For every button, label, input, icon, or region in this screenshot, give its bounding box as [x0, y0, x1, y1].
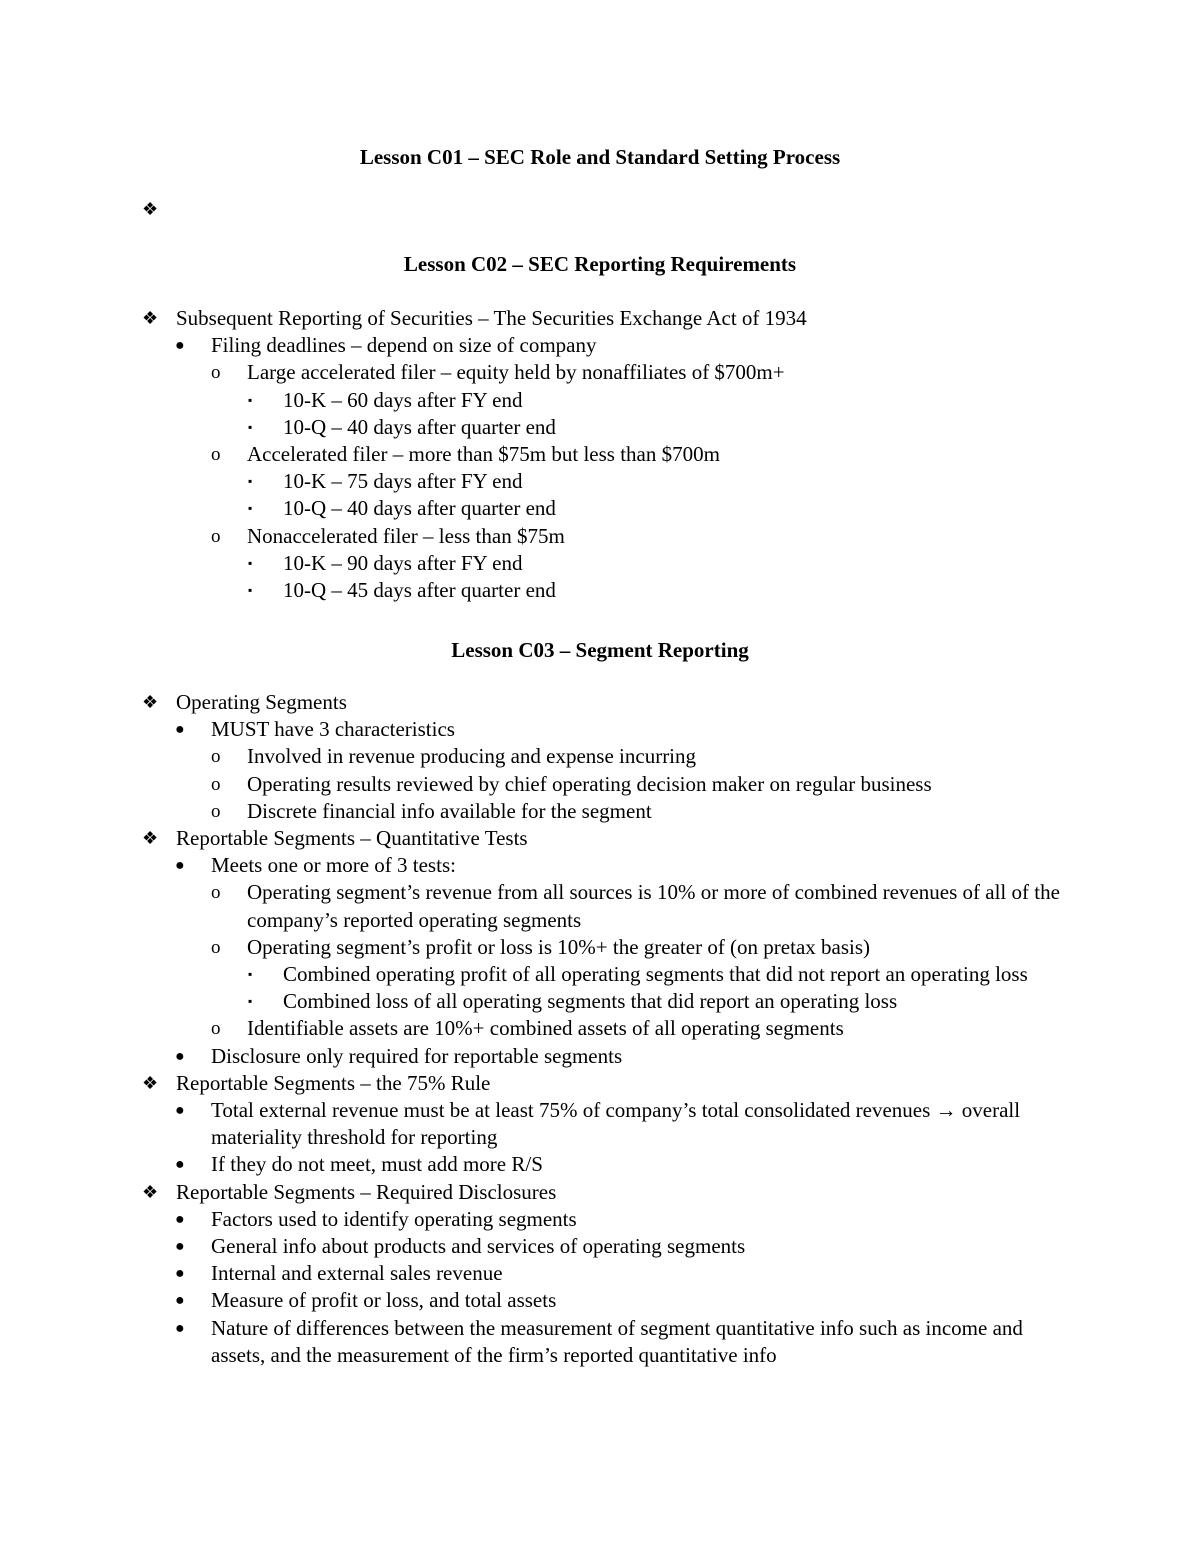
- circle-bullet-icon: o: [211, 773, 221, 795]
- list-item: [0, 550, 1200, 577]
- lesson-c03-list: [0, 689, 1200, 1369]
- list-item: [0, 577, 1200, 604]
- square-bullet-icon: ▪: [248, 967, 253, 982]
- circle-bullet-icon: o: [211, 800, 221, 822]
- list-item: [0, 332, 1200, 359]
- list-item-text: MUST have 3 characteristics: [211, 717, 455, 742]
- list-item: [0, 414, 1200, 441]
- list-item-text: Reportable Segments – Required Disclosures: [176, 1179, 557, 1204]
- diamond-bullet-icon: ❖: [142, 199, 159, 219]
- list-item-text: 10-Q – 40 days after quarter end: [283, 414, 556, 439]
- list-item: [0, 441, 1200, 468]
- square-bullet-icon: ▪: [248, 419, 253, 434]
- list-item-text: [176, 196, 1200, 223]
- dot-bullet-icon: ●: [175, 857, 185, 875]
- list-item-text: Filing deadlines – depend on size of company: [211, 333, 597, 358]
- list-item: [0, 689, 1200, 716]
- list-item-text: 10-Q – 45 days after quarter end: [283, 578, 556, 603]
- list-item: [0, 1070, 1200, 1097]
- dot-bullet-icon: ●: [175, 1102, 185, 1120]
- dot-bullet-icon: ●: [175, 1156, 185, 1174]
- dot-bullet-icon: ●: [175, 1265, 185, 1283]
- list-item-text: 10-Q – 40 days after quarter end: [283, 496, 556, 521]
- list-item-text: 10-K – 60 days after FY end: [283, 387, 523, 412]
- list-item-text: Identifiable assets are 10%+ combined assets of all operating segments: [247, 1016, 844, 1041]
- list-item-text: Operating Segments: [176, 690, 347, 714]
- circle-bullet-icon: o: [211, 1018, 221, 1040]
- diamond-bullet-icon: ❖: [142, 828, 159, 849]
- diamond-bullet-icon: ❖: [142, 1072, 159, 1093]
- list-item: [0, 387, 1200, 414]
- list-item-text: Measure of profit or loss, and total assets: [211, 1288, 557, 1313]
- list-item-text: Disclosure only required for reportable segments: [211, 1043, 623, 1068]
- list-item: [0, 1315, 1200, 1369]
- dot-bullet-icon: ●: [175, 721, 185, 739]
- list-item-text: Involved in revenue producing and expense incurring: [247, 744, 697, 769]
- list-item: [0, 1097, 1200, 1151]
- dot-bullet-icon: ●: [175, 337, 185, 355]
- list-item: [0, 1151, 1200, 1178]
- list-item: [0, 196, 1200, 223]
- list-item: [0, 1043, 1200, 1070]
- list-item: [0, 934, 1200, 961]
- list-item-text: Total external revenue must be at least 75% of company’s total consolidated revenues → overall materiality threshold for reporting: [211, 1098, 1021, 1150]
- diamond-bullet-icon: ❖: [142, 308, 159, 328]
- list-item-text: Factors used to identify operating segments: [211, 1206, 577, 1231]
- diamond-bullet-icon: ❖: [142, 692, 159, 712]
- lesson-c01-title: Lesson C01 – SEC Role and Standard Setting Process: [359, 145, 841, 169]
- dot-bullet-icon: ●: [175, 1319, 185, 1337]
- list-item-text: Accelerated filer – more than $75m but less than $700m: [247, 442, 720, 467]
- square-bullet-icon: ▪: [248, 474, 253, 489]
- list-item-text: Meets one or more of 3 tests:: [211, 853, 456, 878]
- circle-bullet-icon: o: [211, 362, 221, 384]
- list-item: [0, 1206, 1200, 1233]
- square-bullet-icon: ▪: [248, 994, 253, 1009]
- lesson-c02-list: [0, 305, 1200, 604]
- list-item-text: 10-K – 75 days after FY end: [283, 469, 523, 494]
- list-item: [0, 1233, 1200, 1260]
- list-item: [0, 305, 1200, 332]
- list-item: [0, 495, 1200, 522]
- list-item: [0, 1287, 1200, 1314]
- list-item-text: If they do not meet, must add more R/S: [211, 1152, 543, 1177]
- list-item: [0, 1260, 1200, 1287]
- circle-bullet-icon: o: [211, 882, 221, 904]
- dot-bullet-icon: ●: [175, 1292, 185, 1310]
- dot-bullet-icon: ●: [175, 1210, 185, 1228]
- list-item-text: Combined loss of all operating segments that did report an operating loss: [283, 989, 898, 1014]
- list-item-text: Internal and external sales revenue: [211, 1261, 503, 1286]
- list-item-text: 10-K – 90 days after FY end: [283, 550, 523, 575]
- circle-bullet-icon: o: [211, 444, 221, 466]
- list-item: [0, 468, 1200, 495]
- lesson-c01-list: [0, 196, 1200, 223]
- list-item-text: Nature of differences between the measurement of segment quantitative info such as income and assets, and the measurement of the firm’s reported quantitative info: [211, 1315, 1023, 1367]
- list-item-text: Reportable Segments – Quantitative Tests: [176, 826, 528, 851]
- list-item: [0, 1179, 1200, 1206]
- list-item-text: Large accelerated filer – equity held by nonaffiliates of $700m+: [247, 360, 785, 385]
- dot-bullet-icon: ●: [175, 1238, 185, 1256]
- lesson-c03-title: Lesson C03 – Segment Reporting: [451, 638, 749, 662]
- list-item: [0, 825, 1200, 852]
- list-item: [0, 879, 1200, 933]
- circle-bullet-icon: o: [211, 936, 221, 958]
- list-item-text: Subsequent Reporting of Securities – The Securities Exchange Act of 1934: [176, 306, 807, 330]
- lesson-c02-title: Lesson C02 – SEC Reporting Requirements: [403, 252, 797, 276]
- square-bullet-icon: ▪: [248, 583, 253, 598]
- square-bullet-icon: ▪: [248, 501, 253, 516]
- list-item: [0, 359, 1200, 386]
- dot-bullet-icon: ●: [175, 1047, 185, 1065]
- list-item-text: Operating segment’s profit or loss is 10%+ the greater of (on pretax basis): [247, 934, 871, 959]
- list-item: [0, 523, 1200, 550]
- list-item: [0, 988, 1200, 1015]
- list-item-text: Discrete financial info available for the segment: [247, 798, 652, 823]
- list-item: [0, 743, 1200, 770]
- list-item: [0, 1015, 1200, 1042]
- list-item: [0, 961, 1200, 988]
- list-item-text: Operating segment’s revenue from all sources is 10% or more of combined revenues of all of the company’s reported operating segments: [247, 880, 1060, 932]
- list-item: [0, 798, 1200, 825]
- list-item: [0, 716, 1200, 743]
- list-item-text: Nonaccelerated filer – less than $75m: [247, 523, 565, 548]
- list-item-text: Combined operating profit of all operating segments that did not report an operating loss: [283, 962, 1028, 987]
- list-item-text: General info about products and services of operating segments: [211, 1234, 746, 1259]
- circle-bullet-icon: o: [211, 525, 221, 547]
- list-item: [0, 771, 1200, 798]
- list-item: [0, 852, 1200, 879]
- square-bullet-icon: ▪: [248, 392, 253, 407]
- square-bullet-icon: ▪: [248, 555, 253, 570]
- circle-bullet-icon: o: [211, 746, 221, 768]
- diamond-bullet-icon: ❖: [142, 1181, 159, 1202]
- list-item-text: Reportable Segments – the 75% Rule: [176, 1070, 491, 1095]
- list-item-text: Operating results reviewed by chief operating decision maker on regular business: [247, 771, 932, 796]
